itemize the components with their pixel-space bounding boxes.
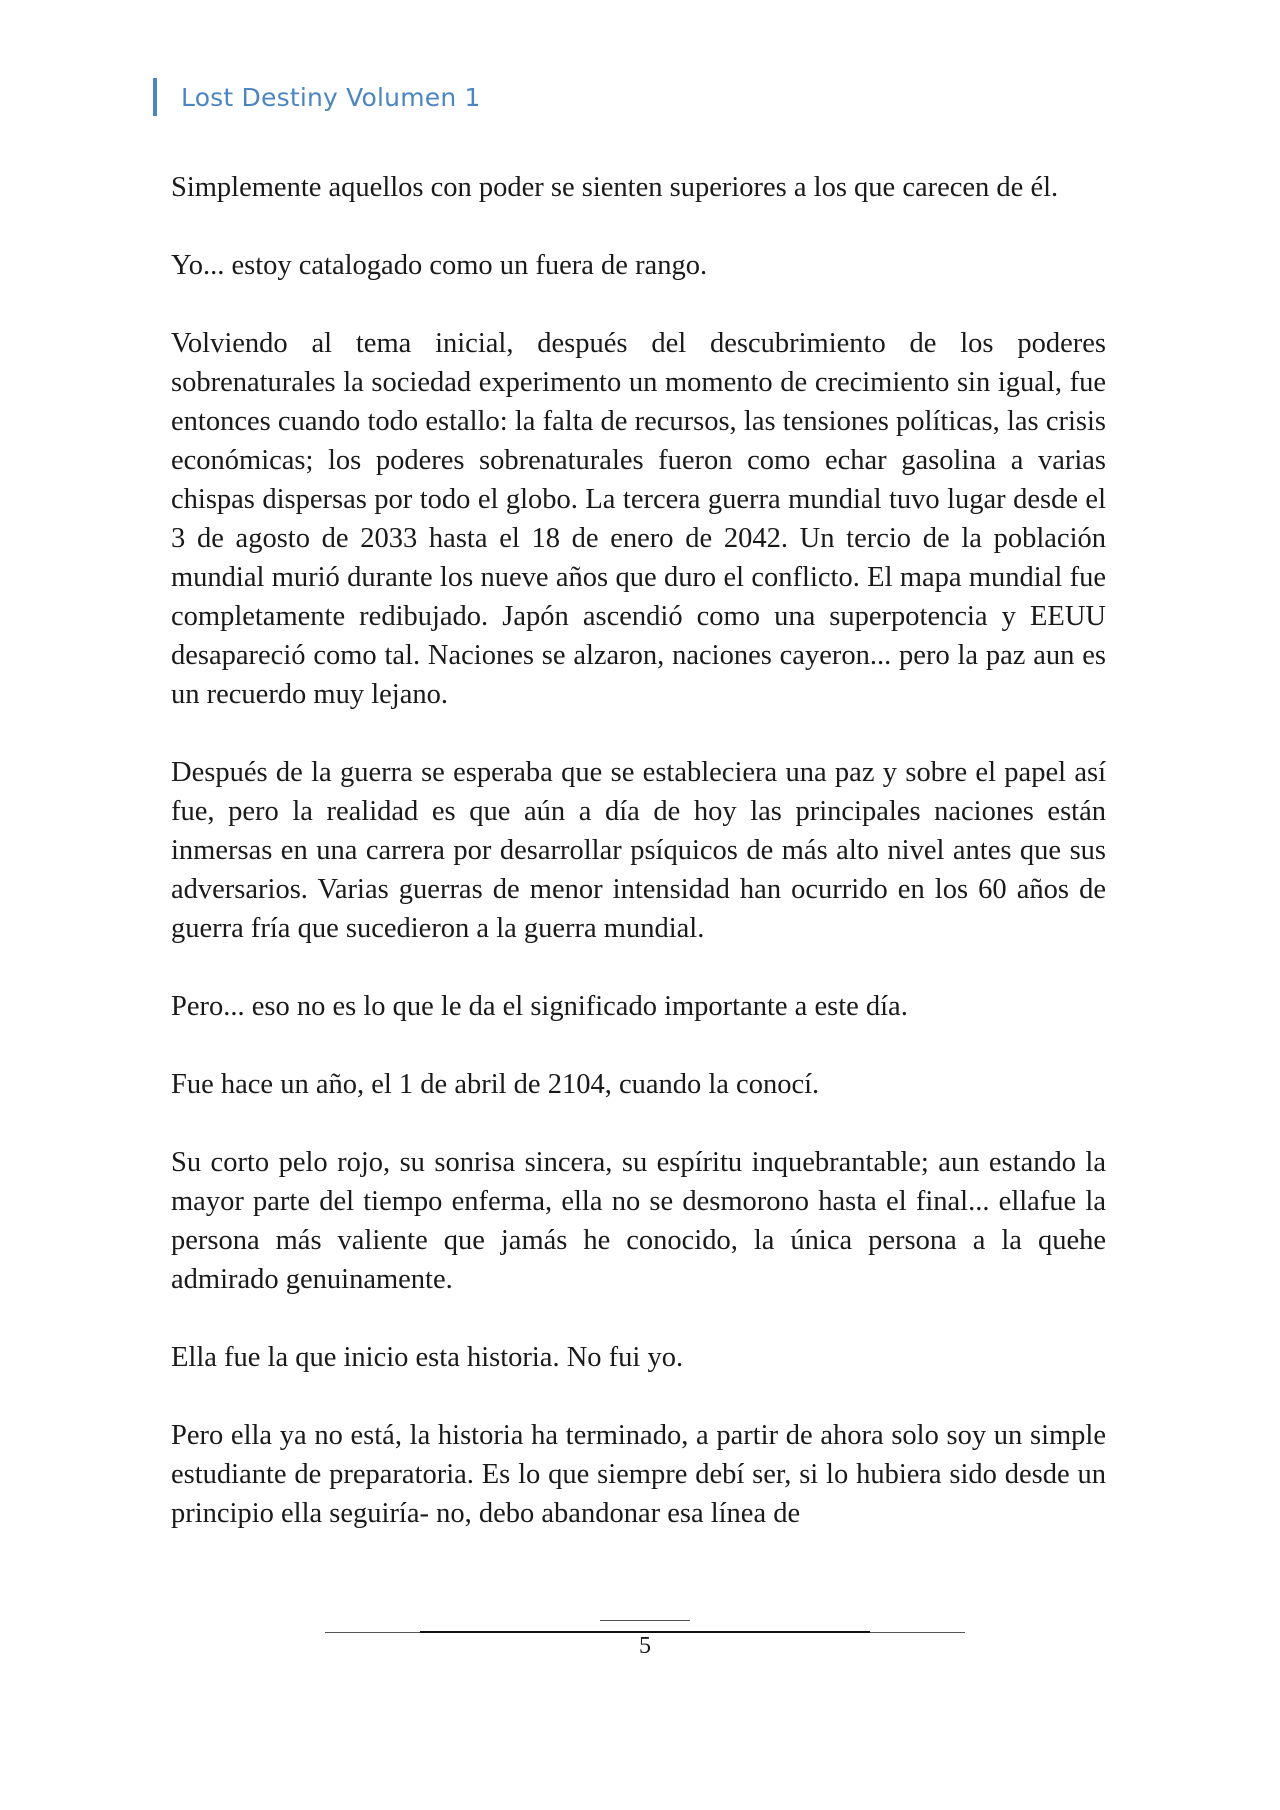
running-header: [153, 78, 481, 116]
paragraph: Yo... estoy catalogado como un fuera de rango.: [171, 250, 708, 281]
page-number: 5: [639, 1633, 651, 1659]
book-title: Lost Destiny Volumen 1: [181, 82, 481, 112]
footer-divider: [325, 1620, 965, 1634]
footer-short-rule: [600, 1620, 690, 1621]
paragraph: Volviendo al tema inicial, después del descubrimiento de los poderes sobrenaturales la sociedad experimento un momento de crecimiento sin igual, fue entonces cuando todo estallo: la falta de recursos, las tensiones políticas, las crisis económicas; los poderes sobrenaturales fueron como echar gasolina a varias chispas dispersas por todo el globo. La tercera guerra mundial tuvo lugar desde el 3 de agosto de 2033 hasta el 18 de enero de 2042. Un tercio de la población mundial murió durante los nueve años que duro el conflicto. El mapa mundial fue completamente redibujado. Japón ascendió como una superpotencia y EEUU desapareció como tal. Naciones se alzaron, naciones cayeron... pero la paz aun es un recuerdo muy lejano.: [171, 328, 1106, 710]
paragraph: Simplemente aquellos con poder se sienten superiores a los que carecen de él.: [171, 172, 1059, 203]
paragraph: Después de la guerra se esperaba que se estableciera una paz y sobre el papel así fue, pero la realidad es que aún a día de hoy las principales naciones están inmersas en una carrera por desarrollar psíquicos de más alto nivel antes que sus adversarios. Varias guerras de menor intensidad han ocurrido en los 60 años de guerra fría que sucedieron a la guerra mundial.: [171, 757, 1106, 944]
paragraph: Ella fue la que inicio esta historia. No fui yo.: [171, 1342, 684, 1373]
page-body: [171, 168, 1106, 1572]
header-accent-bar: [153, 78, 157, 116]
paragraph: Pero... eso no es lo que le da el significado importante a este día.: [171, 991, 908, 1022]
paragraph: Su corto pelo rojo, su sonrisa sincera, su espíritu inquebrantable; aun estando la mayor parte del tiempo enferma, ella no se desmorono hasta el final... ellafue la persona más valiente que jamás he conocido, la única persona a la quehe admirado genuinamente.: [171, 1147, 1106, 1295]
paragraph: Fue hace un año, el 1 de abril de 2104, cuando la conocí.: [171, 1069, 820, 1100]
paragraph: Pero ella ya no está, la historia ha terminado, a partir de ahora solo soy un simple estudiante de preparatoria. Es lo que siempre debí ser, si lo hubiera sido desde un principio ella seguiría- no, debo abandonar esa línea de: [171, 1420, 1106, 1529]
